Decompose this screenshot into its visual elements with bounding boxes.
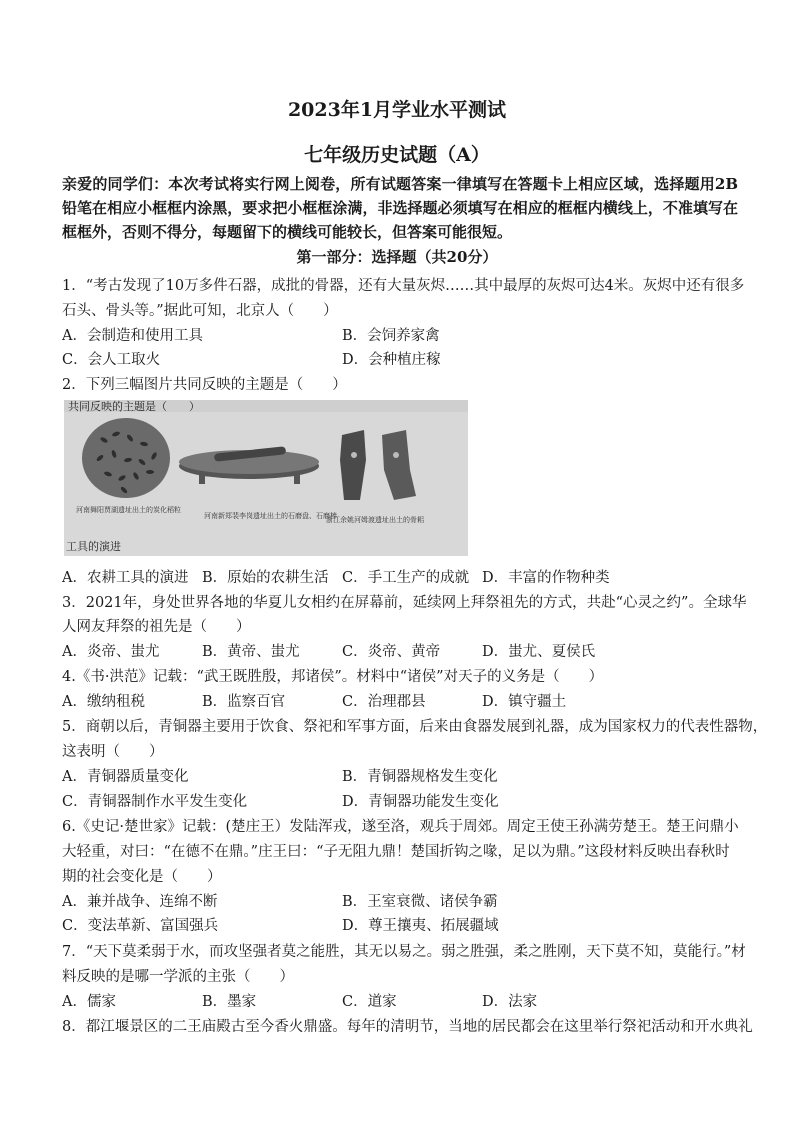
q6-stem-line1: 6.《史记·楚世家》记载：(楚庄王）发陆浑戎，遂至洛，观兵于周郊。周定王使王孙满劳楚王。楚王问鼎小 (62, 819, 739, 835)
q1-option-b: B．会饲养家禽 (342, 328, 440, 344)
q7-option-a: A．儒家 (62, 994, 116, 1010)
q7-stem-line2: 料反映的是哪一学派的主张（ ） (62, 969, 294, 985)
q6-option-d: D．尊王攘夷、拓展疆域 (342, 918, 499, 934)
q2-option-a: A．农耕工具的演进 (62, 570, 189, 586)
q4-option-b: B．监察百官 (202, 694, 286, 710)
q7-option-b: B．墨家 (202, 994, 257, 1010)
q3-option-a: A．炎帝、蚩尤 (62, 644, 160, 660)
q2-figure-top-text: 共同反映的主题是（ ） (68, 400, 200, 413)
q6-option-b: B．王室衰微、诸侯争霸 (342, 894, 498, 910)
section-heading: 第一部分：选择题（共20分） (296, 248, 498, 266)
q2-figure-bottom-text: 工具的演进 (66, 540, 121, 553)
exam-instructions: 亲爱的同学们：本次考试将实行网上阅卷，所有试题答案一律填写在答题卡上相应区域，选择题用2B铅笔在相应小框框内涂黑，要求把小框框涂满，非选择题必须填写在相应的框框内横线上，不准填写在框框外，否则不得分，每题留下的横线可能较长，但答案可能很短。 (62, 175, 738, 241)
q4-option-a: A．缴纳租税 (62, 694, 145, 710)
q7-option-c: C．道家 (342, 994, 397, 1010)
q6-stem-line2: 大轻重，对曰：“在德不在鼎。”庄王曰：“子无阻九鼎！楚国折钩之喙，足以为鼎。”这段材料反映出春秋时 (62, 844, 730, 860)
q2-caption-3: 浙江余姚河姆渡遗址出土的骨耜 (326, 516, 424, 524)
exam-subtitle: 七年级历史试题（A） (304, 144, 490, 166)
q5-option-a: A．青铜器质量变化 (62, 769, 189, 785)
q2-option-d: D．丰富的作物种类 (482, 570, 610, 586)
carbonized-rice-image (82, 418, 170, 498)
q3-option-b: B．黄帝、蚩尤 (202, 644, 300, 660)
q1-option-a: A．会制造和使用工具 (62, 328, 203, 344)
q5-option-d: D．青铜器功能发生变化 (342, 794, 499, 810)
q5-stem-line1: 5．商朝以后，青铜器主要用于饮食、祭祀和军事方面，后来由食器发展到礼器，成为国家权力的代表性器物， (62, 719, 768, 735)
q2-caption-2: 河南新郑裴李岗遗址出土的石磨盘、石磨棒 (204, 512, 337, 520)
q4-option-c: C．治理郡县 (342, 694, 426, 710)
q2-option-c: C．手工生产的成就 (342, 570, 470, 586)
q1-option-c: C．会人工取火 (62, 352, 161, 368)
q1-option-d: D．会种植庄稼 (342, 352, 441, 368)
q2-stem: 2．下列三幅图片共同反映的主题是（ ） (62, 377, 347, 393)
q1-stem-line1: 1．“考古发现了10万多件石器，成批的骨器，还有大量灰烬……其中最厚的灰烬可达4米。灰烬中还有很多 (62, 278, 745, 294)
q8-stem-line1: 8．都江堰景区的二王庙殿古至今香火鼎盛。每年的清明节，当地的居民都会在这里举行祭祀活动和开水典礼 (62, 1019, 753, 1035)
q3-stem-line2: 人网友拜祭的祖先是（ ） (62, 619, 251, 635)
q3-option-d: D．蚩尤、夏侯氏 (482, 644, 596, 660)
q5-option-c: C．青铜器制作水平发生变化 (62, 794, 248, 810)
q4-option-d: D．镇守疆土 (482, 694, 567, 710)
q2-figure-photo (64, 400, 468, 556)
q7-option-d: D．法家 (482, 994, 538, 1010)
q1-stem-line2: 石头、骨头等。”据此可知，北京人（ ） (62, 303, 338, 319)
q3-stem-line1: 3．2021年，身处世界各地的华夏儿女相约在屏幕前，延续网上拜祭祖先的方式，共赴“心灵之约”。全球华 (62, 595, 747, 611)
q7-stem-line1: 7．“天下莫柔弱于水，而攻坚强者莫之能胜，其无以易之。弱之胜强，柔之胜刚，天下莫不知，莫能行。”材 (62, 944, 746, 960)
q5-option-b: B．青铜器规格发生变化 (342, 769, 498, 785)
q2-caption-1: 河南舞阳贾湖遗址出土的炭化稻粒 (76, 506, 181, 514)
q6-option-c: C．变法革新、富国强兵 (62, 918, 219, 934)
q6-option-a: A．兼并战争、连绵不断 (62, 894, 218, 910)
exam-title: 2023年1月学业水平测试 (287, 99, 507, 121)
q5-stem-line2: 这表明（ ） (62, 744, 164, 760)
q2-option-b: B．原始的农耕生活 (202, 570, 329, 586)
q3-option-c: C．炎帝、黄帝 (342, 644, 441, 660)
q4-stem: 4.《书·洪范》记载：“武王既胜殷，邦诸侯”。材料中“诸侯”对天子的义务是（ ） (62, 669, 604, 685)
q6-stem-line3: 期的社会变化是（ ） (62, 869, 222, 885)
